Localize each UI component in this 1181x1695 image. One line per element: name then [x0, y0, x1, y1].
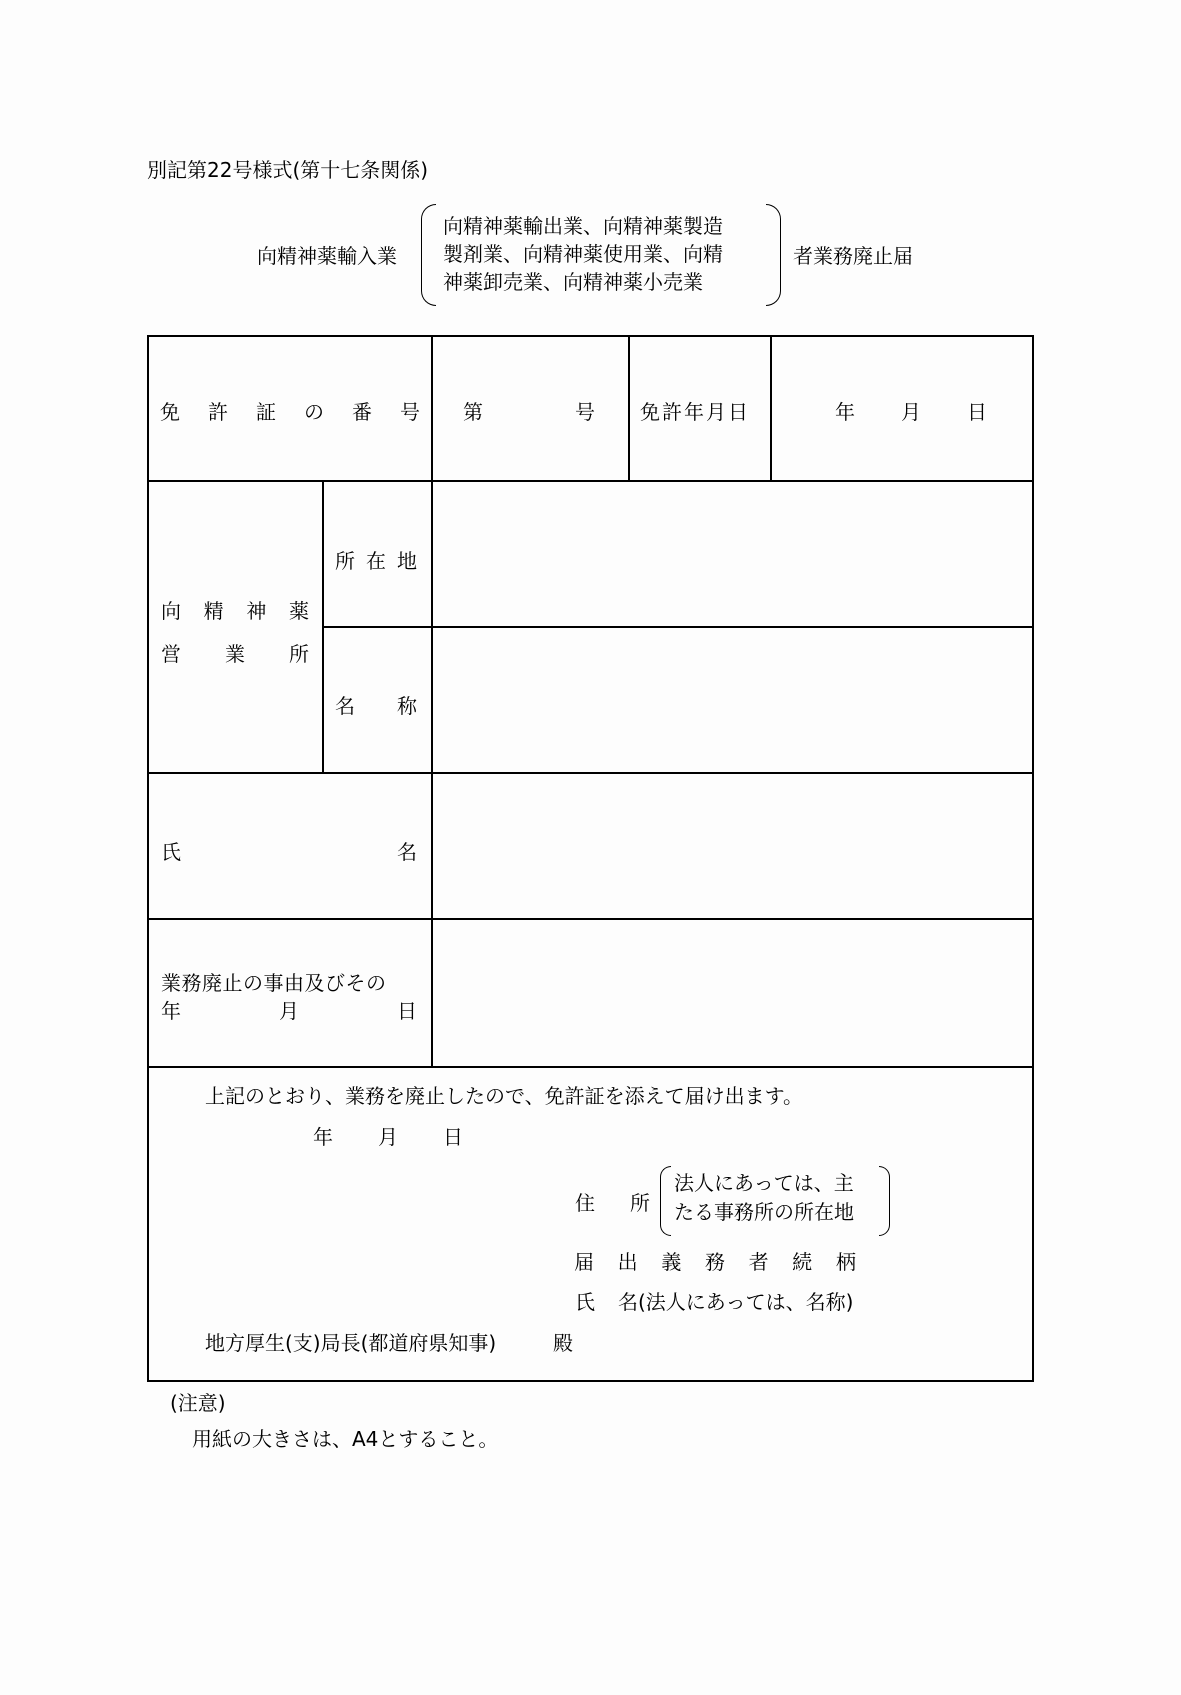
license-number-field[interactable]: 第 号 — [463, 400, 595, 424]
license-date-label: 免許年月日 — [640, 400, 750, 424]
declaration-date[interactable]: 年 月 日 — [313, 1125, 463, 1149]
license-date-field[interactable]: 年 月 日 — [835, 400, 987, 424]
office-label-line1: 向 精 神 薬 — [161, 599, 309, 623]
location-field[interactable] — [433, 482, 1031, 626]
addressee: 地方厚生(支)局長(都道府県知事) — [205, 1331, 497, 1355]
form-reference: 別記第22号様式(第十七条関係) — [147, 158, 429, 182]
right-brace-icon — [766, 204, 781, 306]
location-label: 所 在 地 — [335, 549, 417, 573]
office-name-field[interactable] — [433, 628, 1031, 772]
person-name-field[interactable] — [433, 774, 1031, 918]
office-name-label: 名 称 — [335, 694, 417, 718]
left-brace-icon — [421, 204, 436, 306]
notes-text: 用紙の大きさは、A4とすること。 — [192, 1427, 499, 1451]
address-note: 法人にあっては、主 たる事務所の所在地 — [674, 1171, 854, 1224]
address-left-brace-icon — [660, 1166, 671, 1236]
title-brace-line-1: 向精神薬輸出業、向精神薬製造 — [443, 214, 723, 238]
reason-label-line2: 年 月 日 — [161, 999, 417, 1023]
title-brace-line-3: 神薬卸売業、向精神薬小売業 — [443, 270, 703, 294]
name-label-a: 氏 — [575, 1290, 595, 1314]
name-label-b: 名(法人にあっては、名称) — [618, 1290, 854, 1314]
reason-field[interactable] — [433, 920, 1031, 1066]
reason-label-line1: 業務廃止の事由及びその — [161, 971, 387, 995]
title-right: 者業務廃止届 — [793, 244, 913, 268]
title-brace-text — [443, 212, 723, 296]
title-brace-line-2: 製剤業、向精神薬使用業、向精 — [443, 242, 723, 266]
title-left: 向精神薬輸入業 — [257, 244, 397, 268]
address-right-brace-icon — [879, 1166, 890, 1236]
notes-heading: (注意) — [170, 1391, 226, 1415]
person-name-label: 氏 名 — [161, 840, 417, 864]
honorific: 殿 — [553, 1331, 573, 1355]
declaration-statement: 上記のとおり、業務を廃止したので、免許証を添えて届け出ます。 — [205, 1084, 803, 1108]
relation-label: 届 出 義 務 者 続 柄 — [574, 1250, 856, 1274]
address-label: 住 所 — [575, 1191, 650, 1215]
license-number-label: 免 許 証 の 番 号 — [160, 400, 420, 424]
office-label-line2: 営 業 所 — [161, 642, 309, 666]
